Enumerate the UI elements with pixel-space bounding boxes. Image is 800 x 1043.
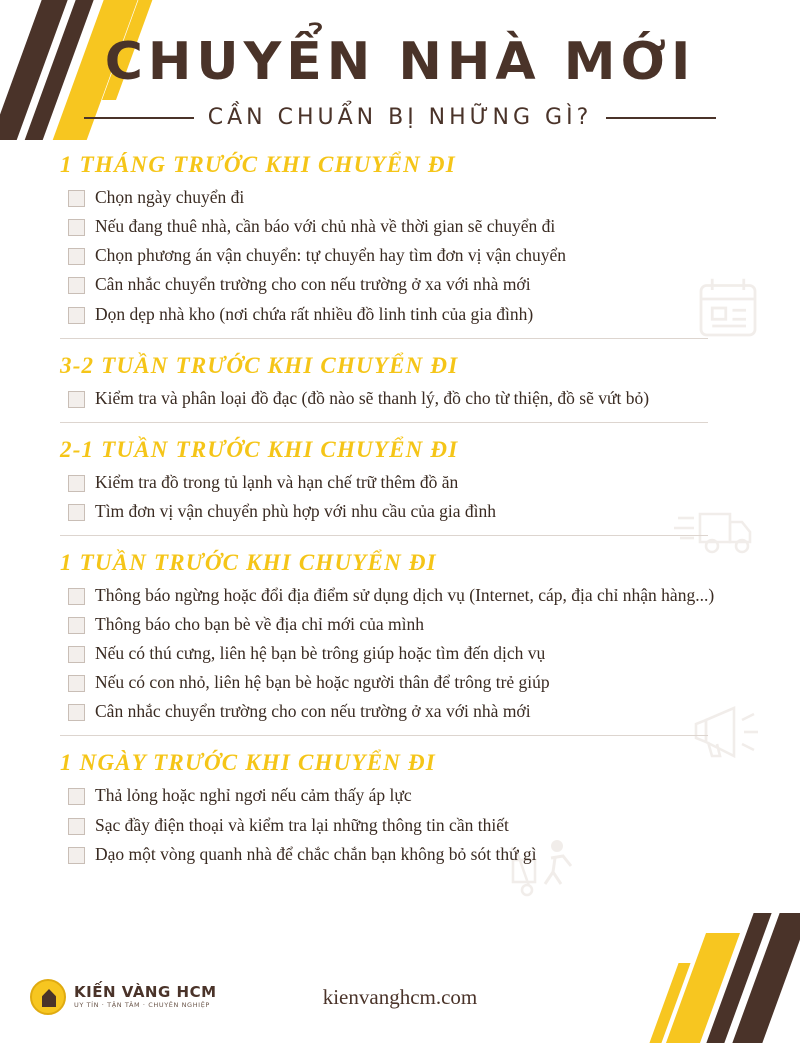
section-divider (60, 735, 708, 736)
subtitle-rule-right (606, 117, 716, 119)
list-item-label: Nếu đang thuê nhà, cần báo với chủ nhà về thời gian sẽ chuyển đi (95, 216, 556, 237)
checkbox[interactable] (68, 391, 85, 408)
list-item[interactable] (52, 471, 748, 494)
list-item[interactable] (52, 215, 748, 238)
checklist-content (0, 130, 800, 866)
list-item-label: Thả lỏng hoặc nghỉ ngơi nếu cảm thấy áp lực (95, 785, 412, 806)
list-item[interactable] (52, 387, 748, 410)
section-items (52, 387, 748, 410)
checkbox[interactable] (68, 704, 85, 721)
list-item-label: Nếu có con nhỏ, liên hệ bạn bè hoặc người thân để trông trẻ giúp (95, 672, 550, 693)
checklist-section (52, 550, 748, 723)
page-subtitle: CẦN CHUẨN BỊ NHỮNG GÌ? (207, 105, 593, 131)
brand-name: KIẾN VÀNG HCM (74, 982, 217, 1001)
list-item[interactable] (52, 500, 748, 523)
list-item[interactable] (52, 273, 748, 296)
list-item-label: Cân nhắc chuyển trường cho con nếu trường ở xa với nhà mới (95, 701, 531, 722)
checkbox[interactable] (68, 248, 85, 265)
checkbox[interactable] (68, 277, 85, 294)
checkbox[interactable] (68, 818, 85, 835)
checklist-section (52, 353, 748, 410)
checkbox[interactable] (68, 475, 85, 492)
list-item-label: Tìm đơn vị vận chuyển phù hợp với nhu cầu của gia đình (95, 500, 497, 521)
list-item-label: Cân nhắc chuyển trường cho con nếu trường ở xa với nhà mới (95, 274, 531, 295)
section-items (52, 784, 748, 865)
section-title: 2-1 TUẦN TRƯỚC KHI CHUYỂN ĐI (60, 436, 459, 462)
list-item-label: Dọn dẹp nhà kho (nơi chứa rất nhiều đồ linh tinh của gia đình) (95, 303, 534, 324)
list-item[interactable] (52, 186, 748, 209)
list-item-label: Chọn ngày chuyển đi (95, 187, 245, 208)
checkbox[interactable] (68, 504, 85, 521)
list-item[interactable] (52, 244, 748, 267)
poster-header (0, 0, 800, 130)
list-item[interactable] (52, 613, 748, 636)
section-divider (60, 422, 708, 423)
list-item[interactable] (52, 642, 748, 665)
list-item[interactable] (52, 700, 748, 723)
checkbox[interactable] (68, 646, 85, 663)
section-title: 1 TUẦN TRƯỚC KHI CHUYỂN ĐI (60, 549, 437, 575)
list-item[interactable] (52, 843, 748, 866)
checkbox[interactable] (68, 219, 85, 236)
section-items (52, 584, 748, 723)
list-item[interactable] (52, 584, 748, 607)
section-title: 1 THÁNG TRƯỚC KHI CHUYỂN ĐI (60, 152, 456, 178)
section-divider (60, 535, 708, 536)
checklist-section (52, 152, 748, 325)
list-item-label: Chọn phương án vận chuyển: tự chuyển hay tìm đơn vị vận chuyển (95, 245, 566, 266)
list-item-label: Sạc đầy điện thoại và kiểm tra lại những thông tin cần thiết (95, 814, 509, 835)
website-url[interactable]: kienvanghcm.com (322, 984, 478, 1009)
checkbox[interactable] (68, 675, 85, 692)
list-item-label: Thông báo cho bạn bè về địa chỉ mới của mình (95, 614, 425, 635)
subtitle-rule-left (84, 117, 194, 119)
list-item-label: Kiểm tra đồ trong tủ lạnh và hạn chế trữ thêm đồ ăn (95, 471, 459, 492)
page-title: CHUYỂN NHÀ MỚI (104, 32, 696, 92)
checkbox[interactable] (68, 190, 85, 207)
section-items (52, 186, 748, 325)
checkbox[interactable] (68, 617, 85, 634)
list-item[interactable] (52, 814, 748, 837)
section-title: 3-2 TUẦN TRƯỚC KHI CHUYỂN ĐI (60, 352, 459, 378)
checklist-section (52, 437, 748, 523)
list-item[interactable] (52, 303, 748, 326)
list-item-label: Dạo một vòng quanh nhà để chắc chắn bạn không bỏ sót thứ gì (95, 843, 537, 864)
checkbox[interactable] (68, 307, 85, 324)
brand-tagline: UY TÍN · TẬN TÂM · CHUYÊN NGHIỆP (74, 1001, 210, 1010)
list-item-label: Nếu có thú cưng, liên hệ bạn bè trông giúp hoặc tìm đến dịch vụ (95, 643, 546, 664)
list-item[interactable] (52, 671, 748, 694)
section-items (52, 471, 748, 523)
section-title: 1 NGÀY TRƯỚC KHI CHUYỂN ĐI (60, 750, 436, 776)
subtitle-row (0, 105, 800, 130)
checkbox[interactable] (68, 588, 85, 605)
checkbox[interactable] (68, 788, 85, 805)
section-divider (60, 338, 708, 339)
checklist-section (52, 750, 748, 865)
list-item[interactable] (52, 784, 748, 807)
poster-footer (0, 961, 800, 1033)
list-item-label: Kiểm tra và phân loại đồ đạc (đồ nào sẽ thanh lý, đồ cho từ thiện, đồ sẽ vứt bỏ) (95, 387, 650, 408)
list-item-label: Thông báo ngừng hoặc đổi địa điểm sử dụng dịch vụ (Internet, cáp, địa chỉ nhận hàng...) (95, 584, 715, 605)
checkbox[interactable] (68, 847, 85, 864)
